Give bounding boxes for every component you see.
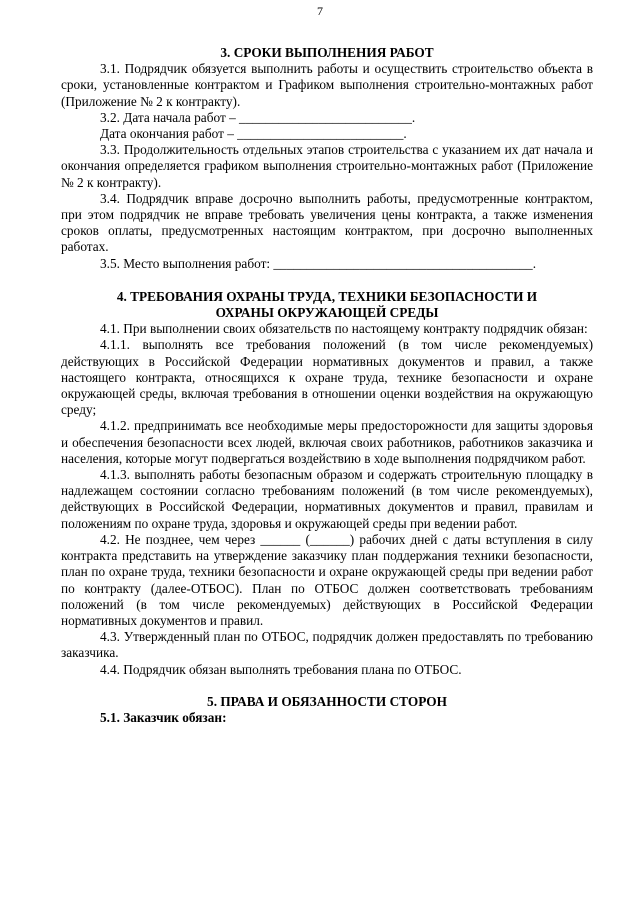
document-body: [61, 45, 593, 726]
paragraph-4-4: 4.4. Подрядчик обязан выполнять требования плана по ОТБОС.: [100, 661, 462, 677]
page-number: 7: [317, 4, 323, 18]
spacer: [61, 272, 593, 289]
section-5-title: 5. ПРАВА И ОБЯЗАННОСТИ СТОРОН: [207, 693, 447, 709]
section-3-title: 3. СРОКИ ВЫПОЛНЕНИЯ РАБОТ: [220, 45, 434, 60]
subsection-5-1-title: 5.1. Заказчик обязан:: [100, 709, 227, 725]
paragraph-3-1: 3.1. Подрядчик обязуется выполнить работы и осуществить строительство объекта в сроки, установленные контрактом и Графиком выполнения строительно-монтажных работ (Приложение № 2 к контракту).: [61, 61, 593, 109]
section-4-title-line2: ОХРАНЫ ОКРУЖАЮЩЕЙ СРЕДЫ: [215, 305, 439, 321]
paragraph-4-2: 4.2. Не позднее, чем через ______ (______) рабочих дней с даты вступления в силу контракта представить на утверждение заказчику план поддержания техники безопасности, план по охране труда, техники безопасности и охране окружающей среды при ведении работ по контракту (далее-ОТБОС). План по ОТБОС должен соответствовать требованиям положений (в том числе рекомендуемых) действующих в Российской Федерации нормативных документов и правил.: [61, 531, 593, 628]
paragraph-3-2: 3.2. Дата начала работ – __________________________.: [100, 109, 416, 125]
spacer: [61, 678, 593, 694]
paragraph-4-1-3: 4.1.3. выполнять работы безопасным образом и содержать строительную площадку в надлежащем состоянии согласно требованиям положений (в том числе рекомендуемых), действующих в Российской Федерации, нормативных документов и правил, правилам и положениям по охране труда, здоровья и окружающей среды при ведении работ.: [61, 467, 593, 531]
paragraph-4-1-2: 4.1.2. предпринимать все необходимые меры предосторожности для защиты здоровья и обеспечения безопасности всех людей, включая своих работников, работников заказчика и населения, которые могут подвергаться воздействию в ходе выполнения подрядчиком работ.: [61, 418, 593, 466]
paragraph-3-4: 3.4. Подрядчик вправе досрочно выполнить работы, предусмотренные контрактом, при этом подрядчик не вправе требовать увеличения цены контракта, а также изменения сроков оплаты, предусмотренных настоящим контрактом, при досрочно выполненных работах.: [61, 190, 593, 255]
paragraph-3-3: 3.3. Продолжительность отдельных этапов строительства с указанием их дат начала и окончания определяется графиком выполнения строительно-монтажных работ (Приложение № 2 к контракту).: [61, 142, 593, 190]
paragraph-4-1: 4.1. При выполнении своих обязательств по настоящему контракту подрядчик обязан:: [100, 321, 588, 337]
paragraph-3-5: 3.5. Место выполнения работ: _______________________________________.: [100, 255, 537, 271]
paragraph-4-3: 4.3. Утвержденный план по ОТБОС, подрядчик должен предоставлять по требованию заказчика.: [61, 629, 593, 661]
paragraph-3-2-end: Дата окончания работ – _________________________.: [100, 126, 407, 142]
paragraph-4-1-1: 4.1.1. выполнять все требования положений (в том числе рекомендуемых) действующих в Российской Федерации нормативных документов и правил, а также настоящего контракта, относящихся к охране труда, технике безопасности и охране окружающей среды, включая требования в отношении оценки воздействия на окружающую среду;: [61, 337, 593, 418]
section-4-title-line1: 4. ТРЕБОВАНИЯ ОХРАНЫ ТРУДА, ТЕХНИКИ БЕЗОПАСНОСТИ И: [116, 288, 538, 304]
